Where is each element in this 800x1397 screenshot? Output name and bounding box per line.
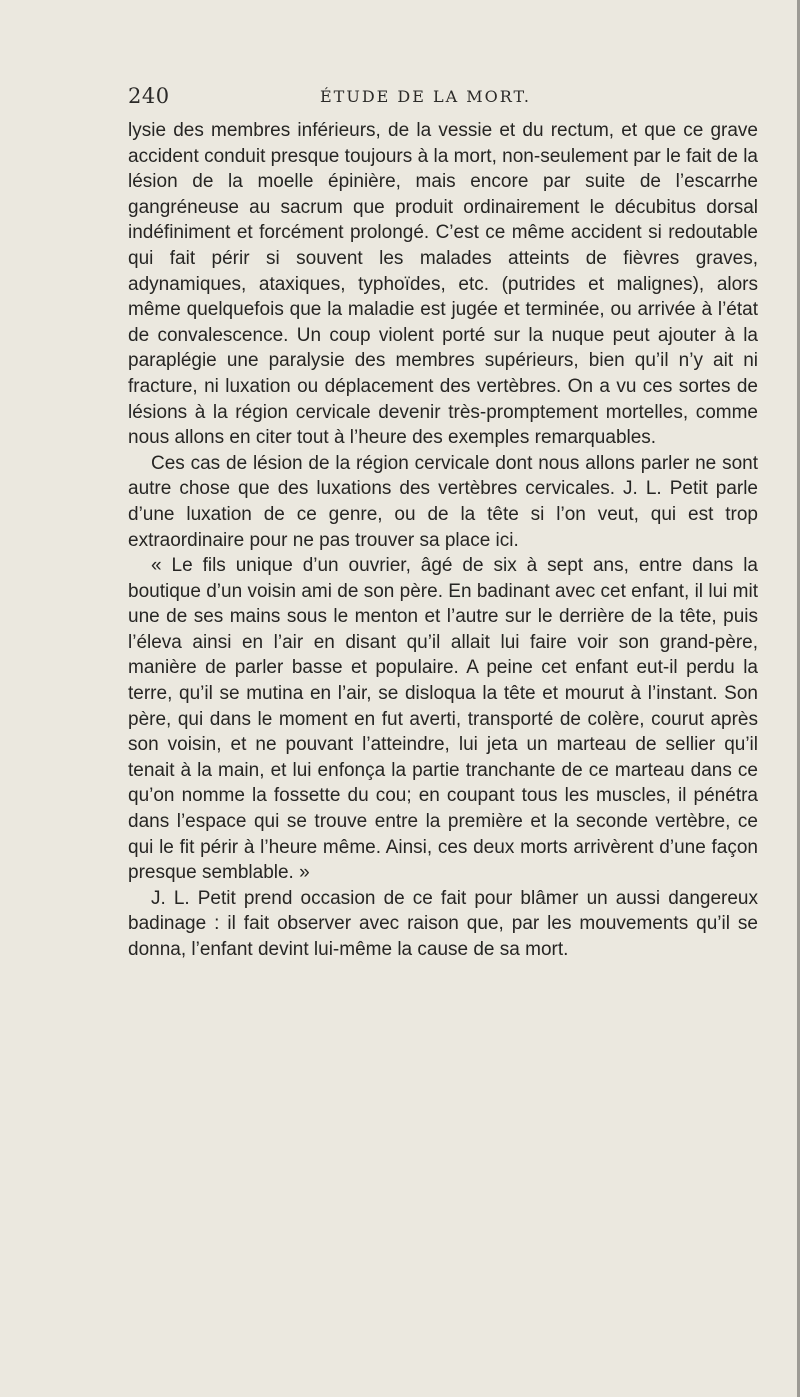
running-title: ÉTUDE DE LA MORT. <box>320 87 531 106</box>
page-number: 240 <box>128 84 170 108</box>
paragraph: J. L. Petit prend occasion de ce fait pour blâmer un aussi dangereux badinage : il fait observer avec raison que, par les mouvements qu’il se donna, l’enfant devint lui-même la cause de sa mort. <box>128 887 758 960</box>
body-text <box>128 118 758 963</box>
page-header <box>128 84 698 110</box>
quotation-paragraph: « Le fils unique d’un ouvrier, âgé de six à sept ans, entre dans la boutique d’un voisin ami de son père. En badinant avec cet enfant, il lui mit une de ses mains sous le menton et l’autre sur le derrière de la tête, puis l’éleva ainsi en l’air en disant qu’il allait lui faire voir son grand-père, manière de parler basse et populaire. A peine cet enfant eut-il perdu la terre, qu’il se mutina en l’air, se disloqua la tête et mourut à l’instant. Son père, qui dans le moment en fut averti, transporté de colère, courut après son voisin, et ne pouvant l’atteindre, lui jeta un marteau de sellier qu’il tenait à la main, et lui enfonça la partie tranchante de ce marteau dans ce qu’on nomme la fossette du cou; en coupant tous les muscles, il pénétra dans l’espace qui se trouve entre la première et la seconde vertèbre, ce qui le fit périr à l’heure même. Ainsi, ces deux morts arrivèrent d’une façon presque semblable. » <box>128 555 758 884</box>
paragraph: Ces cas de lésion de la région cervicale dont nous allons parler ne sont autre chose que des luxations des vertèbres cervicales. J. L. Petit parle d’une luxation de ce genre, ou de la tête si l’on veut, qui est trop extraordinaire pour ne pas trouver sa place ici. <box>128 452 758 551</box>
paragraph: lysie des membres inférieurs, de la vessie et du rectum, et que ce grave accident conduit presque toujours à la mort, non-seulement par le fait de la lésion de la moelle épinière, mais encore par suite de l’escarrhe gangréneuse au sacrum que produit ordinairement le décubitus dorsal indéfiniment et forcément prolongé. C’est ce même accident si redoutable qui fait périr si souvent les malades atteints de fièvres graves, adynamiques, ataxiques, typhoïdes, etc. (putrides et malignes), alors même quelquefois que la maladie est jugée et terminée, ou arrivée à l’état de convalescence. Un coup violent porté sur la nuque peut ajouter à la paraplégie une paralysie des membres supérieurs, bien qu’il n’y ait ni fracture, ni luxation ou déplacement des vertèbres. On a vu ces sortes de lésions à la région cervicale devenir très-promptement mortelles, comme nous allons en citer tout à l’heure des exemples remarquables. <box>128 120 758 449</box>
